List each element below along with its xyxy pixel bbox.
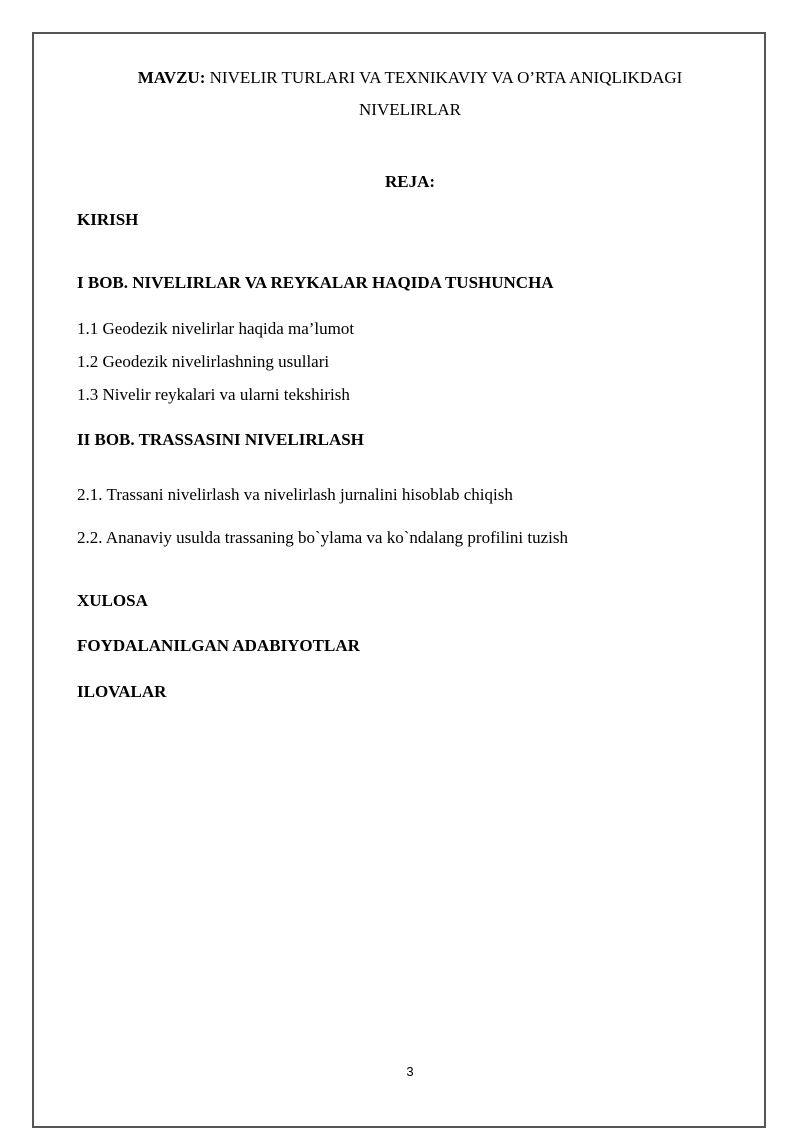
toc-chapter-2-item: 2.1. Trassani nivelirlash va nivelirlash jurnalini hisoblab chiqish <box>77 485 513 504</box>
toc-chapter-1-heading: I BOB. NIVELIRLAR VA REYKALAR HAQIDA TUSHUNCHA <box>77 273 554 292</box>
page-number: 3 <box>406 1064 414 1079</box>
toc-chapter-1-item: 1.1 Geodezik nivelirlar haqida ma’lumot <box>77 319 355 338</box>
toc-appendices: ILOVALAR <box>77 682 167 701</box>
toc-chapter-2-heading: II BOB. TRASSASINI NIVELIRLASH <box>77 430 364 449</box>
title-label: MAVZU: <box>137 68 206 87</box>
page-border <box>32 32 766 1128</box>
plan-heading: REJA: <box>384 172 436 191</box>
title-text-1: NIVELIR TURLARI VA TEXNIKAVIY VA O’RTA ANIQLIKDAGI <box>209 68 683 87</box>
toc-chapter-1-item: 1.3 Nivelir reykalari va ularni tekshirish <box>77 385 350 404</box>
document-title-line-1 <box>0 68 800 88</box>
toc-intro: KIRISH <box>77 210 139 229</box>
toc-references: FOYDALANILGAN ADABIYOTLAR <box>77 636 360 655</box>
toc-chapter-2-item: 2.2. Ananaviy usulda trassaning bo`ylama va ko`ndalang profilini tuzish <box>77 528 569 547</box>
document-title-line-2: NIVELIRLAR <box>359 100 461 119</box>
toc-chapter-1-item: 1.2 Geodezik nivelirlashning usullari <box>77 352 330 371</box>
toc-conclusion: XULOSA <box>77 591 148 610</box>
